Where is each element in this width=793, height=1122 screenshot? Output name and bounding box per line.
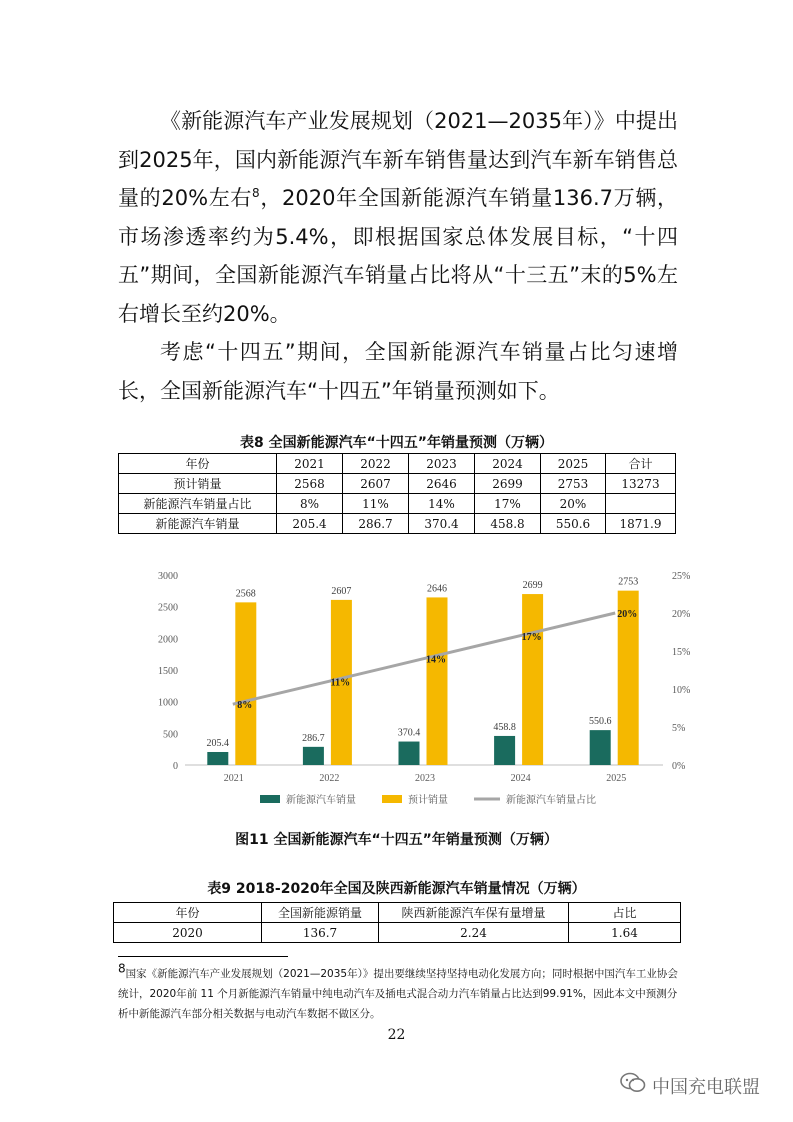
header-cell: 合计: [606, 454, 676, 474]
y-right-tick-label: 10%: [672, 685, 691, 696]
header-cell: 2024: [475, 454, 541, 474]
forecast-table: [118, 453, 676, 534]
sales-forecast-chart: [118, 558, 691, 824]
table-cell: 2020: [114, 923, 262, 943]
table-row: [119, 474, 676, 494]
x-tick-label: 2024: [510, 773, 531, 784]
bar: [522, 594, 543, 765]
y-right-tick-label: 5%: [672, 723, 686, 734]
table-header-row: [114, 903, 681, 923]
table-header-row: [119, 454, 676, 474]
y-left-tick-label: 1000: [158, 697, 178, 709]
bar: [303, 747, 324, 765]
header-cell: 年份: [114, 903, 262, 923]
table-cell: 2699: [475, 474, 541, 494]
wechat-icon: [620, 1072, 646, 1099]
legend-label: 预计销量: [408, 795, 448, 806]
footnote-ref: 8: [252, 186, 260, 200]
table-cell: 8%: [277, 494, 343, 514]
x-tick-label: 2025: [606, 773, 627, 784]
share-line: [233, 613, 615, 704]
header-cell: 2022: [343, 454, 409, 474]
footnote-number: 8: [118, 961, 126, 976]
watermark: [620, 1072, 760, 1099]
table-cell: 17%: [475, 494, 541, 514]
bar: [427, 597, 448, 765]
y-right-tick-label: 15%: [672, 647, 691, 658]
table-cell: 20%: [541, 494, 606, 514]
y-left-tick-label: 0: [173, 761, 178, 772]
bar-data-label: 2753: [618, 576, 639, 588]
sales-table: [113, 902, 681, 943]
y-right-tick-label: 25%: [672, 571, 691, 582]
legend-swatch: [382, 795, 402, 803]
footnote-divider: [118, 956, 288, 957]
x-tick-label: 2022: [319, 773, 340, 784]
line-data-label: 17%: [521, 631, 542, 643]
bar-data-label: 550.6: [588, 716, 612, 728]
chart-canvas: [118, 558, 691, 820]
y-left-tick-label: 2000: [158, 634, 178, 646]
footnote: $^8$国家《新能源汽车产业发展规划（2021—2035年）》提出要继续坚持坚持电动化发展方向；同时根据中国汽车工业协会统计，2020年前 11 个月新能源汽车销量中纯电动汽车及插电式混合动力汽车销量占比达到99.91%，因此本文中预测分析中新能源汽车部分相关数据与电动汽车数据不做区分。: [118, 961, 678, 1020]
table8-caption: 表8 全国新能源汽车“十四五”年销量预测（万辆）: [239, 435, 554, 451]
table-cell: 1871.9: [606, 514, 676, 534]
table-cell: [606, 494, 676, 514]
table-row: [114, 923, 681, 943]
header-cell: 年份: [119, 454, 277, 474]
table-cell: 13273: [606, 474, 676, 494]
table-cell: 2.24: [379, 923, 569, 943]
table-cell: 新能源汽车销量占比: [119, 494, 277, 514]
header-cell: 2023: [409, 454, 475, 474]
legend-label: 新能源汽车销量占比: [506, 795, 596, 806]
y-left-tick-label: 3000: [158, 571, 178, 582]
figure11-caption: 图11 全国新能源汽车“十四五”年销量预测（万辆）: [235, 832, 558, 848]
table9-caption: 表9 2018-2020年全国及陕西新能源汽车销量情况（万辆）: [207, 881, 586, 897]
y-right-tick-label: 0%: [672, 761, 686, 772]
line-data-label: 11%: [330, 677, 351, 689]
legend-swatch: [260, 795, 280, 803]
paragraph-1: 《新能源汽车产业发展规划（2021—2035年）》中提出到2025年，国内新能源汽车新车销售量达到汽车新车销售总量的20%左右$^8$，2020年全国新能源汽车销量136.7万辆，市场渗透率约为5.4%，即根据国家总体发展目标，“十四五”期间，全国新能源汽车销量占比将从“十三五”末的5%左右增长至约20%。: [118, 109, 678, 326]
y-right-tick-label: 20%: [672, 609, 691, 620]
bar-data-label: 370.4: [397, 727, 421, 739]
bar-data-label: 2568: [235, 588, 256, 600]
bar-data-label: 2646: [427, 583, 447, 595]
bar: [399, 742, 420, 765]
y-left-tick-label: 1500: [158, 666, 178, 677]
line-data-label: 14%: [426, 654, 446, 666]
header-cell: 占比: [569, 903, 681, 923]
table-cell: 2753: [541, 474, 606, 494]
page-number: 22: [387, 1027, 406, 1043]
table-cell: 1.64: [569, 923, 681, 943]
x-tick-label: 2023: [415, 773, 435, 784]
table-cell: 550.6: [541, 514, 606, 534]
bar-data-label: 2607: [331, 585, 352, 597]
bar: [207, 752, 228, 765]
legend-label: 新能源汽车销量: [286, 795, 356, 806]
table-cell: 286.7: [343, 514, 409, 534]
table-row: [119, 514, 676, 534]
y-left-tick-label: 2500: [158, 602, 178, 614]
table-row: [119, 494, 676, 514]
x-tick-label: 2021: [223, 773, 244, 784]
bar: [235, 602, 256, 765]
paragraph-2: 考虑“十四五”期间，全国新能源汽车销量占比匀速增长，全国新能源汽车“十四五”年销量预测如下。: [118, 340, 678, 403]
table-cell: 2646: [409, 474, 475, 494]
header-cell: 2025: [541, 454, 606, 474]
table-cell: 11%: [343, 494, 409, 514]
bar: [494, 736, 515, 765]
header-cell: 2021: [277, 454, 343, 474]
table-cell: 458.8: [475, 514, 541, 534]
line-data-label: 20%: [617, 609, 638, 620]
table-cell: 2568: [277, 474, 343, 494]
bar-data-label: 286.7: [302, 732, 325, 744]
header-cell: 全国新能源销量: [262, 903, 379, 923]
table-cell: 2607: [343, 474, 409, 494]
bar-data-label: 458.8: [493, 721, 516, 733]
y-left-tick-label: 500: [163, 729, 178, 741]
table-cell: 14%: [409, 494, 475, 514]
bar-data-label: 205.4: [206, 737, 230, 749]
table-cell: 205.4: [277, 514, 343, 534]
table-cell: 新能源汽车销量: [119, 514, 277, 534]
watermark-text: 中国充电联盟: [652, 1076, 760, 1098]
line-data-label: 8%: [237, 700, 253, 712]
bar: [590, 730, 611, 765]
bar-data-label: 2699: [522, 580, 543, 592]
table-cell: 136.7: [262, 923, 379, 943]
table-cell: 370.4: [409, 514, 475, 534]
table-cell: 预计销量: [119, 474, 277, 494]
body-text: [118, 102, 678, 410]
header-cell: 陕西新能源汽车保有量增量: [379, 903, 569, 923]
